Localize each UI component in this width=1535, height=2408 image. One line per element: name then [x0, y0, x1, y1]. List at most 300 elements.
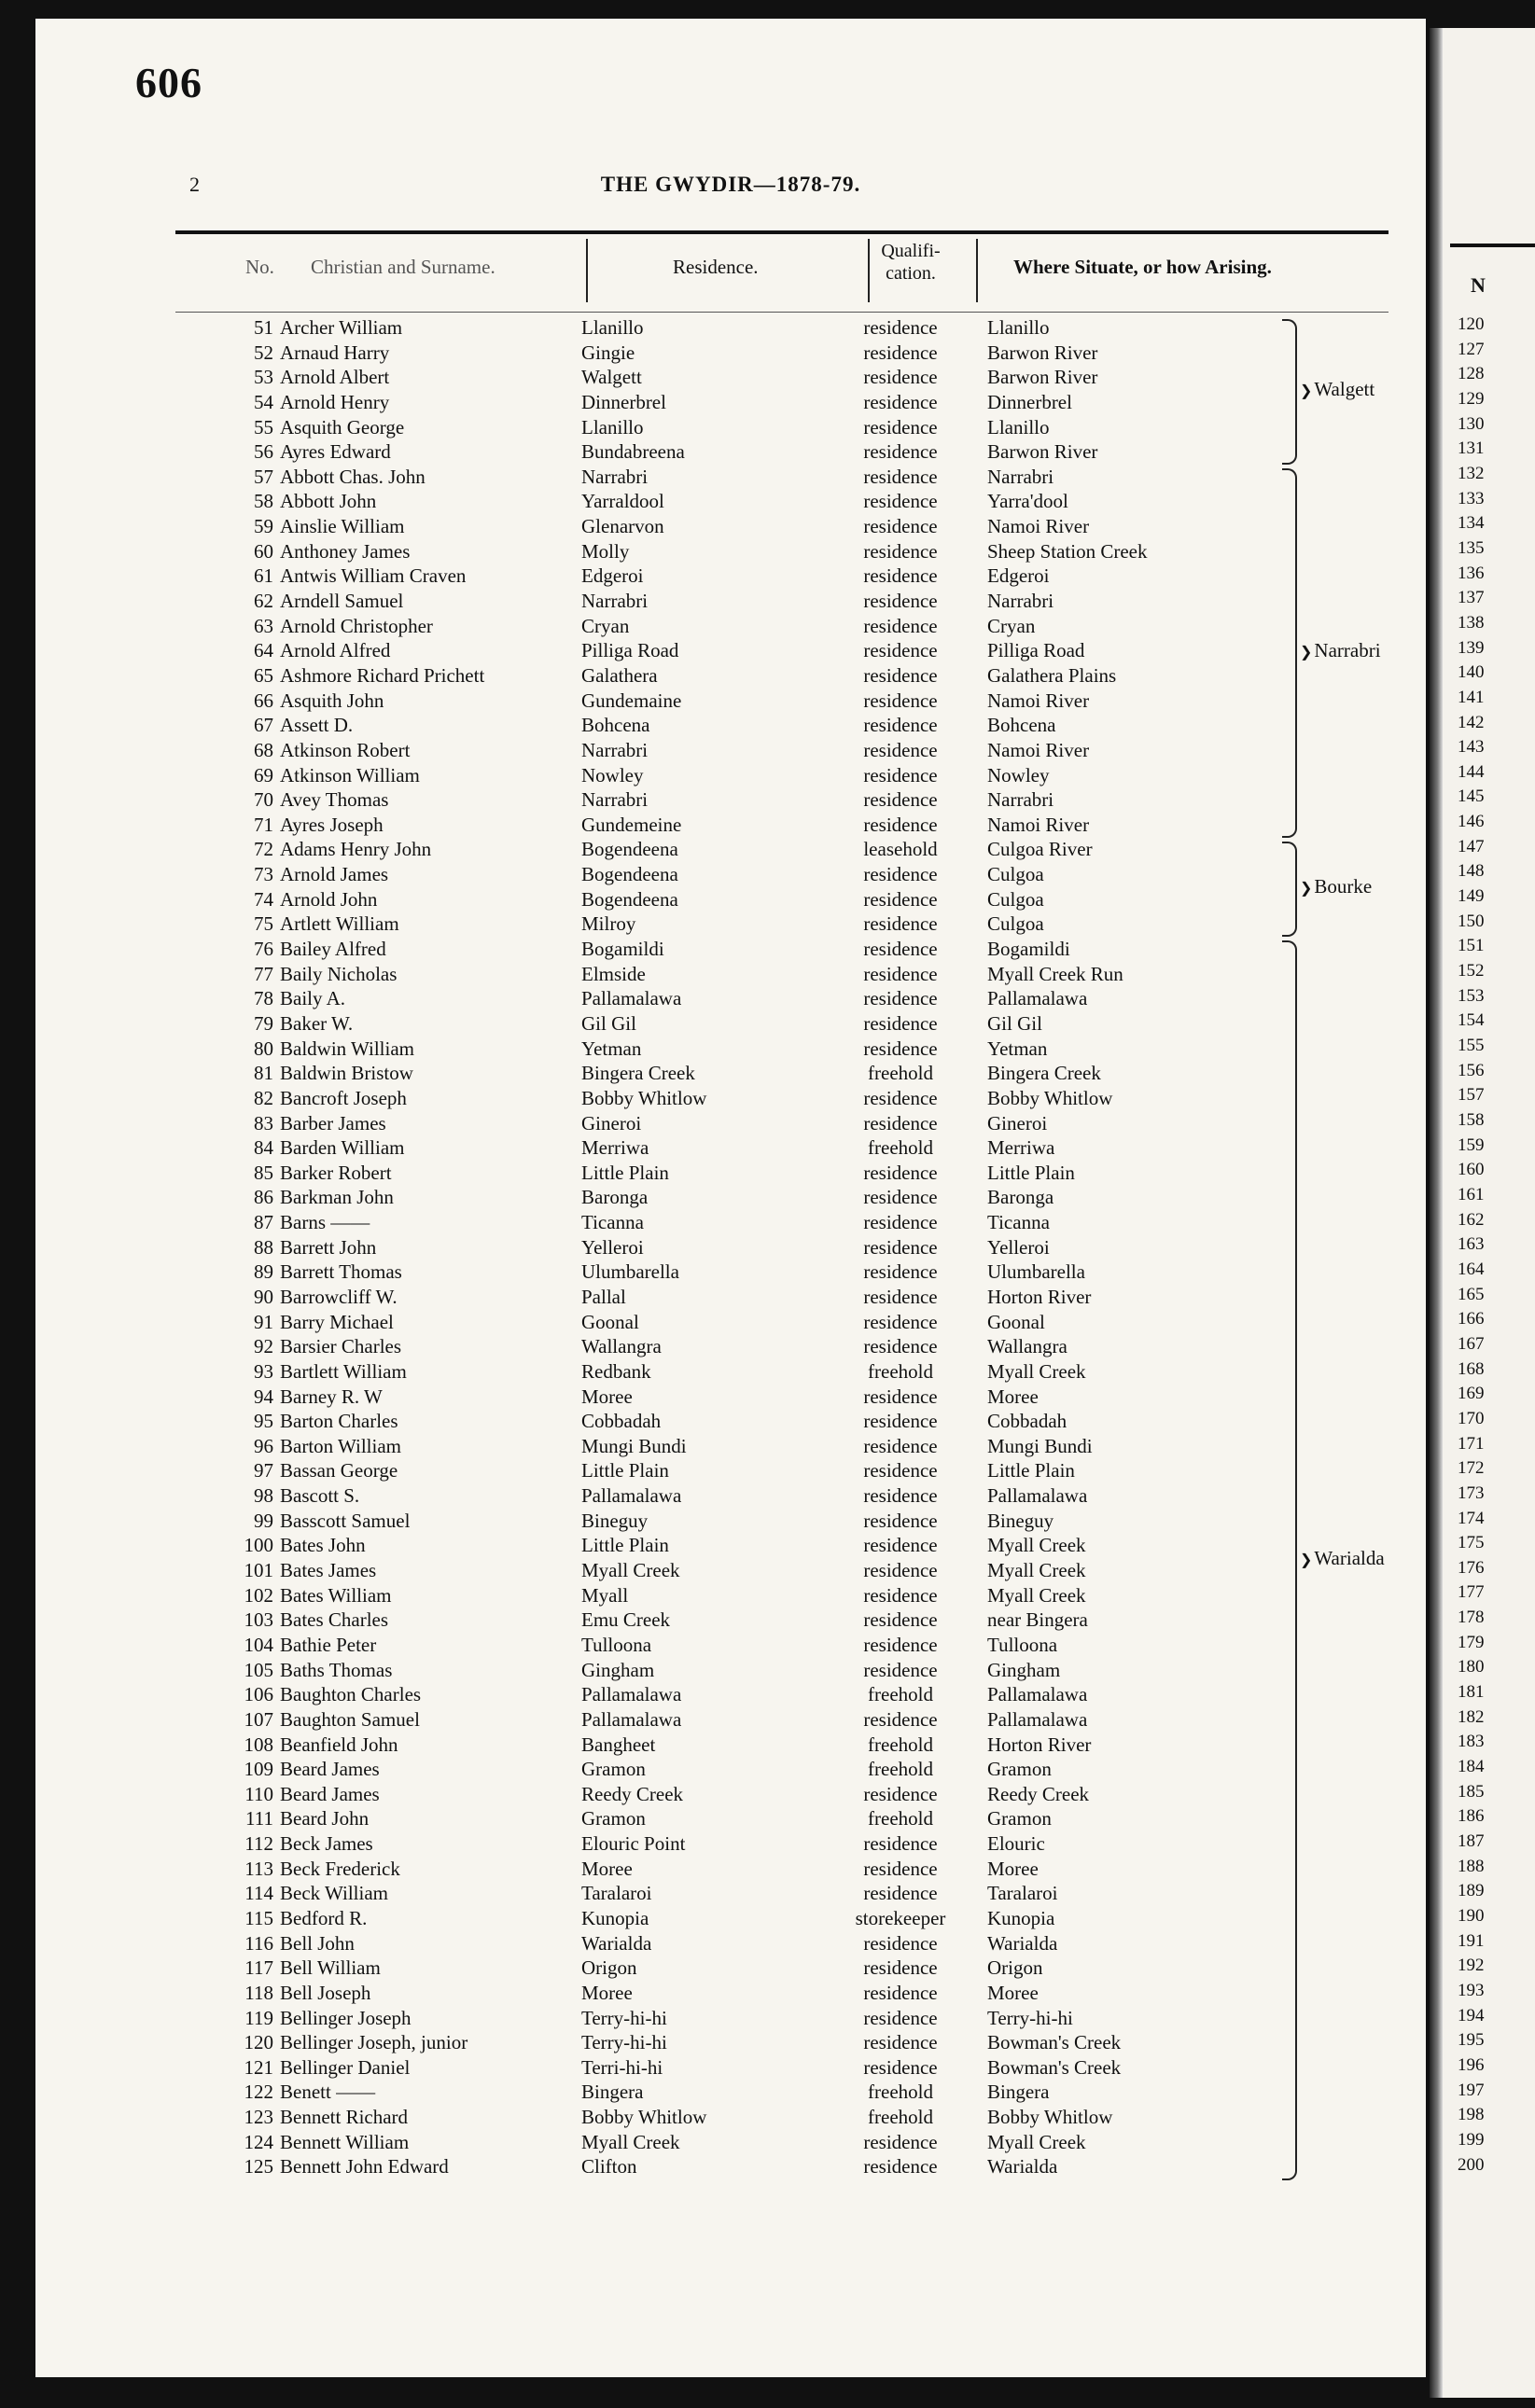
where-situate: Galathera Plains	[987, 663, 1117, 687]
table-row	[35, 564, 1426, 589]
table-row	[35, 1135, 1426, 1161]
table-row	[35, 415, 1426, 440]
where-situate: Sheep Station Creek	[987, 539, 1148, 563]
where-situate: Bohcena	[987, 714, 1056, 737]
entry-number: 120	[244, 2031, 273, 2054]
residence: Glenarvon	[581, 515, 664, 538]
where-situate: Yetman	[987, 1037, 1048, 1060]
qualification: residence	[863, 1260, 938, 1284]
column-header-residence: Residence.	[673, 256, 759, 278]
table-row	[35, 1285, 1426, 1310]
elector-name: Bates Charles	[280, 1608, 389, 1632]
running-head-title: THE GWYDIR—1878-79.	[600, 173, 861, 196]
qualification: freehold	[868, 1807, 933, 1830]
table-row	[35, 1757, 1426, 1782]
elector-name: Bancroft Joseph	[280, 1086, 407, 1109]
entry-number: 105	[244, 1658, 273, 1681]
where-situate: Narrabri	[987, 465, 1054, 488]
entry-number: 101	[244, 1559, 273, 1582]
adjacent-row-number: 140	[1458, 662, 1485, 683]
adjacent-row-number: 146	[1458, 812, 1485, 832]
column-divider	[976, 239, 978, 302]
adjacent-row-number: 168	[1458, 1358, 1485, 1379]
entry-number: 61	[254, 564, 273, 588]
table-row	[35, 1658, 1426, 1683]
elector-name: Bell John	[280, 1931, 355, 1955]
district-bracket	[1282, 319, 1297, 465]
table-row	[35, 1235, 1426, 1260]
residence: Yarraldool	[581, 490, 664, 513]
entry-number: 90	[254, 1285, 273, 1308]
where-situate: Barwon River	[987, 440, 1098, 464]
qualification: residence	[863, 639, 938, 662]
table-row	[35, 2055, 1426, 2081]
adjacent-row-number: 142	[1458, 712, 1485, 732]
elector-name: Bates James	[280, 1559, 377, 1582]
qualification: residence	[863, 1832, 938, 1856]
where-situate: Gingham	[987, 1658, 1061, 1681]
qualification: residence	[863, 938, 938, 961]
column-header-no: No.	[245, 256, 274, 278]
qualification: freehold	[868, 1136, 933, 1160]
qualification: residence	[863, 1956, 938, 1980]
elector-name: Abbott Chas. John	[280, 465, 426, 488]
where-situate: Myall Creek	[987, 2130, 1086, 2153]
adjacent-row-number: 158	[1458, 1110, 1485, 1130]
qualification: residence	[863, 1882, 938, 1905]
table-row	[35, 1310, 1426, 1335]
where-situate: Llanillo	[987, 316, 1050, 339]
where-situate: Yarra'dool	[987, 490, 1068, 513]
elector-name: Bellinger Daniel	[280, 2055, 411, 2079]
entry-number: 82	[254, 1086, 273, 1109]
qualification: residence	[863, 1857, 938, 1880]
residence: Bogendeena	[581, 863, 678, 886]
elector-name: Barney R. W	[280, 1385, 383, 1408]
entry-number: 116	[244, 1931, 273, 1955]
qualification: freehold	[868, 1683, 933, 1706]
qualification: residence	[863, 539, 938, 563]
qualification: residence	[863, 912, 938, 936]
residence: Llanillo	[581, 415, 644, 438]
table-row	[35, 887, 1426, 912]
table-row	[35, 589, 1426, 614]
elector-name: Barrowcliff W.	[280, 1285, 398, 1308]
district-bracket	[1282, 940, 1297, 2180]
adjacent-row-number: 145	[1458, 786, 1485, 807]
residence: Elmside	[581, 962, 646, 985]
entry-number: 54	[254, 390, 273, 413]
residence: Yelleroi	[581, 1235, 644, 1259]
entry-number: 119	[244, 2006, 273, 2029]
adjacent-row-number: 161	[1458, 1184, 1485, 1204]
adjacent-row-number: 156	[1458, 1060, 1485, 1080]
elector-name: Bell William	[280, 1956, 381, 1980]
residence: Pallamalawa	[581, 1707, 682, 1731]
table-row	[35, 1682, 1426, 1707]
elector-name: Beard James	[280, 1782, 380, 1805]
residence: Merriwa	[581, 1136, 649, 1160]
adjacent-row-number: 154	[1458, 1010, 1485, 1031]
table-row	[35, 738, 1426, 763]
entry-number: 65	[254, 663, 273, 687]
elector-name: Arnold Alfred	[280, 639, 391, 662]
residence: Walgett	[581, 366, 642, 389]
entry-number: 118	[244, 1981, 273, 2004]
adjacent-row-number: 177	[1458, 1582, 1485, 1603]
qualification: residence	[863, 1782, 938, 1805]
elector-name: Baker W.	[280, 1011, 354, 1035]
qualification: leasehold	[863, 838, 938, 861]
where-situate: Pallamalawa	[987, 1707, 1088, 1731]
where-situate: Dinnerbrel	[987, 390, 1072, 413]
residence: Moree	[581, 1385, 633, 1408]
qualification: residence	[863, 465, 938, 488]
header-top-rule	[175, 230, 1388, 234]
entry-number: 53	[254, 366, 273, 389]
running-head-page: 2	[189, 173, 200, 196]
table-row	[35, 439, 1426, 465]
where-situate: Bobby Whitlow	[987, 2106, 1113, 2129]
where-situate: Merriwa	[987, 1136, 1055, 1160]
adjacent-row-number: 160	[1458, 1160, 1485, 1180]
adjacent-row-number: 179	[1458, 1632, 1485, 1652]
qualification: freehold	[868, 2106, 933, 2129]
table-row	[35, 2130, 1426, 2155]
entry-number: 52	[254, 341, 273, 364]
adjacent-row-number: 166	[1458, 1309, 1485, 1329]
entry-number: 104	[244, 1633, 273, 1656]
residence: Gramon	[581, 1807, 646, 1830]
where-situate: Cobbadah	[987, 1410, 1068, 1433]
where-situate: Narrabri	[987, 788, 1054, 812]
entry-number: 66	[254, 689, 273, 712]
entry-number: 97	[254, 1459, 273, 1482]
page-number: 606	[135, 59, 202, 106]
where-situate: Myall Creek	[987, 1359, 1086, 1383]
residence: Dinnerbrel	[581, 390, 666, 413]
adjacent-row-number: 182	[1458, 1706, 1485, 1727]
qualification: residence	[863, 1211, 938, 1234]
where-situate: Namoi River	[987, 515, 1090, 538]
adjacent-row-number: 148	[1458, 861, 1485, 882]
qualification: freehold	[868, 1733, 933, 1756]
entry-number: 110	[244, 1782, 273, 1805]
residence: Narrabri	[581, 465, 649, 488]
elector-name: Baldwin William	[280, 1037, 415, 1060]
entry-number: 84	[254, 1136, 273, 1160]
where-situate: Edgeroi	[987, 564, 1050, 588]
where-situate: Pilliga Road	[987, 639, 1085, 662]
entry-number: 122	[244, 2081, 273, 2104]
table-row	[35, 713, 1426, 738]
adjacent-row-number: 172	[1458, 1458, 1485, 1479]
entry-number: 99	[254, 1509, 273, 1532]
where-situate: near Bingera	[987, 1608, 1088, 1632]
table-row	[35, 1359, 1426, 1385]
where-situate: Goonal	[987, 1310, 1045, 1333]
where-situate: Yelleroi	[987, 1235, 1050, 1259]
table-row	[35, 390, 1426, 415]
elector-name: Bates William	[280, 1583, 392, 1607]
where-situate: Bineguy	[987, 1509, 1054, 1532]
column-divider	[586, 239, 588, 302]
where-situate: Myall Creek	[987, 1583, 1086, 1607]
residence: Narrabri	[581, 738, 649, 761]
entry-number: 72	[254, 838, 273, 861]
qualification: freehold	[868, 1359, 933, 1383]
qualification: residence	[863, 1931, 938, 1955]
adjacent-row-number: 194	[1458, 2005, 1485, 2025]
residence: Bogendeena	[581, 887, 678, 911]
page-sheet	[35, 19, 1426, 2377]
qualification: residence	[863, 1385, 938, 1408]
qualification: residence	[863, 1310, 938, 1333]
elector-name: Bartlett William	[280, 1359, 407, 1383]
residence: Myall Creek	[581, 2130, 680, 2153]
where-situate: Elouric	[987, 1832, 1045, 1856]
qualification: residence	[863, 962, 938, 985]
residence: Goonal	[581, 1310, 639, 1333]
table-row	[35, 1981, 1426, 2006]
table-row	[35, 465, 1426, 490]
elector-name: Arnold Christopher	[280, 614, 433, 637]
elector-name: Barry Michael	[280, 1310, 394, 1333]
adjacent-row-number: 187	[1458, 1831, 1485, 1852]
adjacent-row-number: 131	[1458, 438, 1485, 459]
table-row	[35, 1608, 1426, 1633]
elector-name: Atkinson Robert	[280, 738, 411, 761]
entry-number: 80	[254, 1037, 273, 1060]
table-row	[35, 986, 1426, 1011]
entry-number: 81	[254, 1062, 273, 1085]
table-row	[35, 1633, 1426, 1658]
table-row	[35, 1558, 1426, 1583]
residence: Wallangra	[581, 1335, 662, 1358]
adjacent-row-number: 143	[1458, 737, 1485, 758]
adjacent-row-number: 144	[1458, 761, 1485, 782]
entry-number: 79	[254, 1011, 273, 1035]
residence: Cryan	[581, 614, 630, 637]
entry-number: 75	[254, 912, 273, 936]
residence: Gingham	[581, 1658, 655, 1681]
entry-number: 95	[254, 1410, 273, 1433]
residence: Narrabri	[581, 590, 649, 613]
adjacent-row-number: 176	[1458, 1557, 1485, 1578]
residence: Bogendeena	[581, 838, 678, 861]
entry-number: 91	[254, 1310, 273, 1333]
adjacent-row-number: 157	[1458, 1085, 1485, 1106]
where-situate: Pallamalawa	[987, 987, 1088, 1010]
table-row	[35, 1509, 1426, 1534]
table-row	[35, 1111, 1426, 1136]
qualification: residence	[863, 515, 938, 538]
residence: Bohcena	[581, 714, 650, 737]
qualification: residence	[863, 863, 938, 886]
qualification: residence	[863, 738, 938, 761]
adjacent-row-number: 163	[1458, 1234, 1485, 1255]
table-row	[35, 862, 1426, 887]
elector-name: Bennett John Edward	[280, 2155, 449, 2178]
adjacent-row-number: 199	[1458, 2129, 1485, 2150]
adjacent-row-number: 186	[1458, 1806, 1485, 1827]
residence: Bogamildi	[581, 938, 664, 961]
residence: Moree	[581, 1857, 633, 1880]
adjacent-row-number: 184	[1458, 1757, 1485, 1777]
entry-number: 51	[254, 316, 273, 339]
residence: Gineroi	[581, 1111, 642, 1134]
entry-number: 83	[254, 1111, 273, 1134]
residence: Nowley	[581, 763, 644, 786]
district-label: ❯ Warialda	[1300, 1547, 1385, 1570]
residence: Galathera	[581, 663, 658, 687]
table-row	[35, 689, 1426, 714]
entry-number: 124	[244, 2130, 273, 2153]
table-row	[35, 1583, 1426, 1608]
elector-name: Avey Thomas	[280, 788, 389, 812]
adjacent-row-numbers	[1458, 313, 1485, 2178]
entry-number: 125	[244, 2155, 273, 2178]
where-situate: Horton River	[987, 1285, 1092, 1308]
entry-number: 111	[245, 1807, 273, 1830]
residence: Bobby Whitlow	[581, 1086, 707, 1109]
district-label: ❯ Narrabri	[1300, 639, 1381, 662]
entry-number: 74	[254, 887, 273, 911]
qualification: residence	[863, 813, 938, 836]
entry-number: 102	[244, 1583, 273, 1607]
table-row	[35, 2080, 1426, 2105]
where-situate: Gineroi	[987, 1111, 1048, 1134]
page-gutter-shadow	[1430, 28, 1443, 2398]
elector-name: Baughton Charles	[280, 1683, 422, 1706]
table-row	[35, 1956, 1426, 1981]
where-situate: Ulumbarella	[987, 1260, 1085, 1284]
qualification: residence	[863, 2055, 938, 2079]
elector-name: Bennett William	[280, 2130, 410, 2153]
adjacent-row-number: 192	[1458, 1956, 1485, 1976]
entry-number: 63	[254, 614, 273, 637]
elector-name: Beanfield John	[280, 1733, 398, 1756]
elector-name: Bellinger Joseph	[280, 2006, 412, 2029]
entry-number: 121	[244, 2055, 273, 2079]
entry-number: 58	[254, 490, 273, 513]
elector-name: Barden William	[280, 1136, 405, 1160]
entry-number: 93	[254, 1359, 273, 1383]
residence: Milroy	[581, 912, 636, 936]
table-row	[35, 1334, 1426, 1359]
where-situate: Narrabri	[987, 590, 1054, 613]
qualification: residence	[863, 1707, 938, 1731]
elector-name: Arnold John	[280, 887, 378, 911]
adjacent-row-number: 138	[1458, 612, 1485, 633]
elector-name: Bassan George	[280, 1459, 398, 1482]
where-situate: Baronga	[987, 1186, 1054, 1209]
qualification: freehold	[868, 1758, 933, 1781]
entry-number: 78	[254, 987, 273, 1010]
residence: Ulumbarella	[581, 1260, 679, 1284]
adjacent-row-number: 152	[1458, 961, 1485, 981]
table-row	[35, 1806, 1426, 1831]
residence: Bundabreena	[581, 440, 685, 464]
residence: Gil Gil	[581, 1011, 636, 1035]
district-bracket	[1282, 842, 1297, 938]
qualification: residence	[863, 1534, 938, 1557]
table-header	[175, 235, 1388, 308]
elector-name: Asquith John	[280, 689, 384, 712]
entry-number: 109	[244, 1758, 273, 1781]
table-row	[35, 912, 1426, 937]
qualification: residence	[863, 1335, 938, 1358]
adjacent-row-number: 135	[1458, 537, 1485, 558]
qualification: residence	[863, 2130, 938, 2153]
elector-name: Antwis William Craven	[280, 564, 467, 588]
elector-name: Adams Henry John	[280, 838, 432, 861]
entry-number: 77	[254, 962, 273, 985]
table-row	[35, 1434, 1426, 1459]
where-situate: Moree	[987, 1385, 1039, 1408]
adjacent-row-number: 175	[1458, 1533, 1485, 1553]
adjacent-row-number: 130	[1458, 413, 1485, 434]
residence: Terri-hi-hi	[581, 2055, 663, 2079]
entry-number: 108	[244, 1733, 273, 1756]
where-situate: Little Plain	[987, 1459, 1075, 1482]
elector-name: Beard James	[280, 1758, 380, 1781]
where-situate: Warialda	[987, 2155, 1058, 2178]
qualification: residence	[863, 614, 938, 637]
elector-name: Anthoney James	[280, 539, 411, 563]
elector-name: Baily Nicholas	[280, 962, 398, 985]
where-situate: Ticanna	[987, 1211, 1050, 1234]
header-bottom-rule	[175, 312, 1388, 313]
entry-number: 114	[244, 1882, 273, 1905]
where-situate: Culgoa	[987, 863, 1044, 886]
adjacent-row-number: 127	[1458, 339, 1485, 359]
where-situate: Culgoa	[987, 912, 1044, 936]
qualification: residence	[863, 1559, 938, 1582]
elector-name: Bailey Alfred	[280, 938, 386, 961]
elector-name: Ainslie William	[280, 515, 405, 538]
table-row	[35, 2154, 1426, 2179]
qualification: storekeeper	[855, 1907, 946, 1929]
elector-name: Bellinger Joseph, junior	[280, 2031, 468, 2054]
qualification: residence	[863, 1509, 938, 1532]
where-situate: Origon	[987, 1956, 1043, 1980]
district-bracket	[1282, 468, 1297, 838]
qualification: residence	[863, 2155, 938, 2178]
where-situate: Kunopia	[987, 1907, 1055, 1929]
adjacent-row-number: 193	[1458, 1980, 1485, 2000]
where-situate: Namoi River	[987, 689, 1090, 712]
qualification: residence	[863, 1658, 938, 1681]
where-situate: Bingera Creek	[987, 1062, 1101, 1085]
residence: Reedy Creek	[581, 1782, 684, 1805]
residence: Taralaroi	[581, 1882, 652, 1905]
table-row	[35, 1782, 1426, 1807]
elector-name: Arnold Albert	[280, 366, 390, 389]
qualification: residence	[863, 1011, 938, 1035]
qualification: residence	[863, 763, 938, 786]
residence: Mungi Bundi	[581, 1434, 687, 1457]
elector-name: Arnold Henry	[280, 390, 390, 413]
adjacent-row-number: 196	[1458, 2054, 1485, 2075]
qualification: residence	[863, 2031, 938, 2054]
elector-name: Artlett William	[280, 912, 399, 936]
adjacent-row-number: 153	[1458, 985, 1485, 1006]
column-header-name: Christian and Surname.	[311, 256, 495, 278]
residence: Bineguy	[581, 1509, 649, 1532]
table-row	[35, 1931, 1426, 1956]
adjacent-row-number: 141	[1458, 687, 1485, 707]
